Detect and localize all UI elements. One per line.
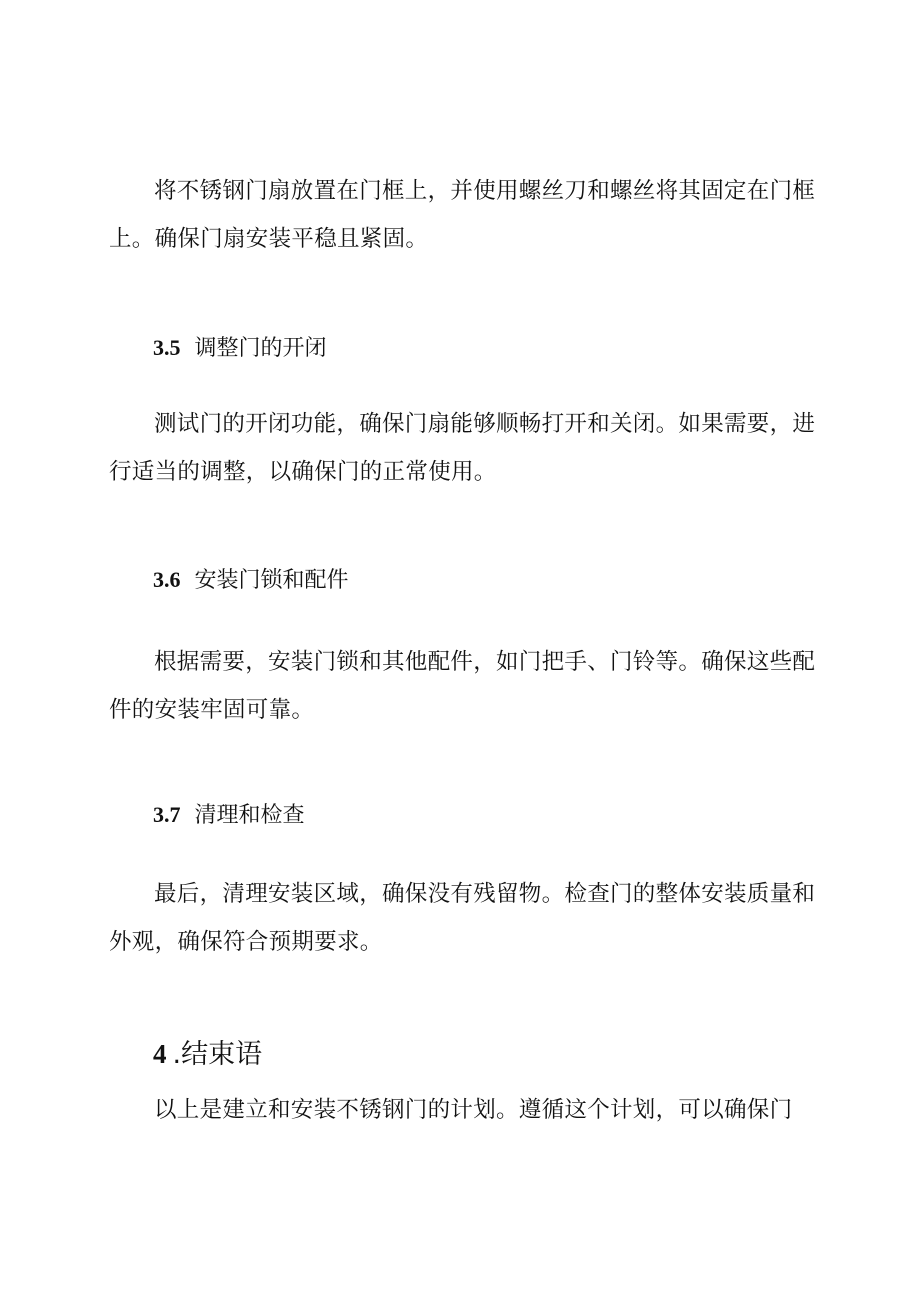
chapter-title: .结束语: [172, 1039, 263, 1070]
section-title: 安装门锁和配件: [194, 568, 349, 593]
paragraph-install-door-leaf: 将不锈钢门扇放置在门框上，并使用螺丝刀和螺丝将其固定在门框上。确保门扇安装平稳且紧固。: [109, 178, 816, 252]
paragraph-install-lock: 根据需要，安装门锁和其他配件，如门把手、门铃等。确保这些配件的安装牢固可靠。: [109, 649, 816, 723]
section-number: 3.5: [153, 335, 181, 360]
paragraph-conclusion: 以上是建立和安装不锈钢门的计划。遵循这个计划，可以确保门: [154, 1097, 793, 1123]
chapter-number: 4: [153, 1039, 167, 1069]
section-heading-3-6: [153, 565, 349, 596]
section-title: 调整门的开闭: [194, 336, 327, 361]
section-number: 3.6: [153, 567, 181, 592]
section-title: 清理和检查: [194, 803, 305, 828]
section-heading-3-7: [153, 800, 305, 831]
section-heading-3-5: [153, 333, 327, 364]
section-number: 3.7: [153, 802, 181, 827]
paragraph-clean-inspect: 最后，清理安装区域，确保没有残留物。检查门的整体安装质量和外观，确保符合预期要求。: [109, 881, 816, 955]
paragraph-adjust-door: 测试门的开闭功能，确保门扇能够顺畅打开和关闭。如果需要，进行适当的调整，以确保门的正常使用。: [109, 411, 816, 485]
chapter-heading-4: [153, 1036, 262, 1073]
